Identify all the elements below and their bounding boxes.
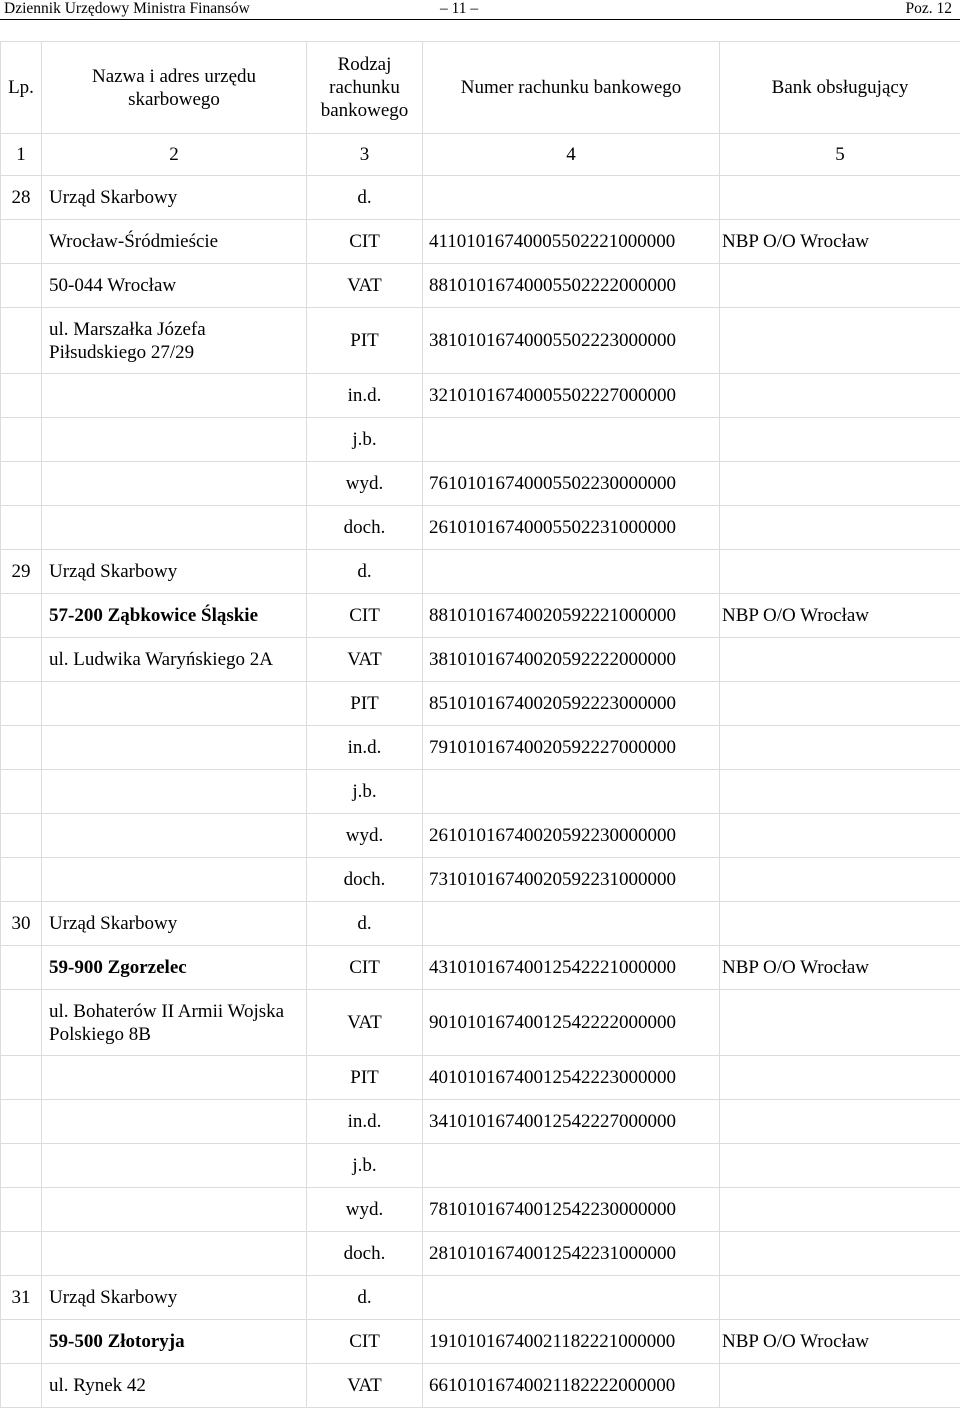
column-header-account: Numer rachunku bankowego — [423, 42, 720, 134]
account-type-cell: d. — [307, 176, 423, 220]
lp-cell — [1, 1056, 42, 1100]
lp-cell — [1, 726, 42, 770]
position-number: Poz. 12 — [906, 0, 953, 18]
bank-cell — [720, 638, 960, 682]
account-number-cell: 41101016740005502221000000 — [423, 220, 720, 264]
bank-cell — [720, 264, 960, 308]
bank-cell — [720, 1056, 960, 1100]
account-type-cell: VAT — [307, 264, 423, 308]
account-type-cell: wyd. — [307, 462, 423, 506]
lp-cell: 29 — [1, 550, 42, 594]
bank-cell — [720, 990, 960, 1056]
account-number-cell — [423, 176, 720, 220]
lp-cell — [1, 308, 42, 374]
table-row — [1, 814, 960, 858]
account-type-cell: j.b. — [307, 418, 423, 462]
lp-cell: 30 — [1, 902, 42, 946]
column-header-lp: Lp. — [1, 42, 42, 134]
column-number: 5 — [720, 134, 960, 176]
table-row — [1, 902, 960, 946]
account-number-cell: 32101016740005502227000000 — [423, 374, 720, 418]
office-address-cell: Wrocław-Śródmieście — [42, 220, 307, 264]
lp-cell — [1, 462, 42, 506]
lp-cell — [1, 858, 42, 902]
account-type-cell: VAT — [307, 990, 423, 1056]
table-row — [1, 374, 960, 418]
lp-cell — [1, 1100, 42, 1144]
account-number-cell — [423, 418, 720, 462]
column-number-row — [1, 134, 960, 176]
account-type-cell: CIT — [307, 594, 423, 638]
lp-cell — [1, 374, 42, 418]
bank-cell — [720, 1364, 960, 1408]
table-row — [1, 1276, 960, 1320]
bank-cell — [720, 770, 960, 814]
account-type-cell: doch. — [307, 858, 423, 902]
bank-cell — [720, 308, 960, 374]
table-row — [1, 594, 960, 638]
account-number-cell: 88101016740020592221000000 — [423, 594, 720, 638]
bank-cell: NBP O/O Wrocław — [720, 946, 960, 990]
office-address-cell — [42, 506, 307, 550]
bank-cell — [720, 418, 960, 462]
account-number-cell: 73101016740020592231000000 — [423, 858, 720, 902]
account-type-cell: PIT — [307, 308, 423, 374]
table-row — [1, 770, 960, 814]
table-row — [1, 638, 960, 682]
account-number-cell: 38101016740005502223000000 — [423, 308, 720, 374]
office-address-cell: 59-500 Złotoryja — [42, 1320, 307, 1364]
table-row — [1, 176, 960, 220]
table-row — [1, 462, 960, 506]
bank-cell — [720, 1100, 960, 1144]
lp-cell: 28 — [1, 176, 42, 220]
account-number-cell: 26101016740005502231000000 — [423, 506, 720, 550]
office-address-cell — [42, 1232, 307, 1276]
bank-cell: NBP O/O Wrocław — [720, 594, 960, 638]
table-row — [1, 1232, 960, 1276]
table-row — [1, 264, 960, 308]
account-number-cell — [423, 902, 720, 946]
bank-cell — [720, 814, 960, 858]
office-address-cell: Urząd Skarbowy — [42, 550, 307, 594]
column-header-name: Nazwa i adres urzędu skarbowego — [42, 42, 307, 134]
table-row — [1, 1320, 960, 1364]
account-type-cell: wyd. — [307, 1188, 423, 1232]
account-number-cell — [423, 550, 720, 594]
lp-cell — [1, 220, 42, 264]
lp-cell — [1, 1232, 42, 1276]
lp-cell: 31 — [1, 1276, 42, 1320]
bank-cell — [720, 858, 960, 902]
lp-cell — [1, 1320, 42, 1364]
bank-cell — [720, 1188, 960, 1232]
lp-cell — [1, 1188, 42, 1232]
table-row — [1, 220, 960, 264]
lp-cell — [1, 594, 42, 638]
table-row — [1, 506, 960, 550]
account-type-cell: d. — [307, 902, 423, 946]
header-rule — [0, 19, 960, 20]
table-row — [1, 946, 960, 990]
bank-cell — [720, 1232, 960, 1276]
account-number-cell: 26101016740020592230000000 — [423, 814, 720, 858]
office-address-cell: 59-900 Zgorzelec — [42, 946, 307, 990]
office-address-cell: Urząd Skarbowy — [42, 902, 307, 946]
account-type-cell: CIT — [307, 220, 423, 264]
office-address-cell — [42, 1188, 307, 1232]
office-address-cell — [42, 682, 307, 726]
table-row — [1, 1144, 960, 1188]
table-header-row — [1, 42, 960, 134]
account-type-cell: PIT — [307, 1056, 423, 1100]
account-number-cell: 34101016740012542227000000 — [423, 1100, 720, 1144]
account-number-cell: 28101016740012542231000000 — [423, 1232, 720, 1276]
column-header-type: Rodzaj rachunku bankowego — [307, 42, 423, 134]
account-number-cell: 19101016740021182221000000 — [423, 1320, 720, 1364]
table-row — [1, 308, 960, 374]
account-type-cell: j.b. — [307, 1144, 423, 1188]
account-number-cell: 43101016740012542221000000 — [423, 946, 720, 990]
account-number-cell: 40101016740012542223000000 — [423, 1056, 720, 1100]
table-row — [1, 858, 960, 902]
office-address-cell — [42, 462, 307, 506]
bank-cell — [720, 1276, 960, 1320]
office-address-cell: 57-200 Ząbkowice Śląskie — [42, 594, 307, 638]
table-row — [1, 1364, 960, 1408]
office-address-cell — [42, 374, 307, 418]
lp-cell — [1, 990, 42, 1056]
table-row — [1, 1188, 960, 1232]
account-type-cell: wyd. — [307, 814, 423, 858]
bank-cell — [720, 550, 960, 594]
account-number-cell: 76101016740005502230000000 — [423, 462, 720, 506]
account-number-cell — [423, 1144, 720, 1188]
office-address-cell — [42, 1056, 307, 1100]
lp-cell — [1, 264, 42, 308]
account-type-cell: in.d. — [307, 726, 423, 770]
table-row — [1, 550, 960, 594]
account-type-cell: CIT — [307, 946, 423, 990]
account-type-cell: d. — [307, 1276, 423, 1320]
lp-cell — [1, 1144, 42, 1188]
office-address-cell — [42, 770, 307, 814]
office-address-cell — [42, 814, 307, 858]
column-number: 4 — [423, 134, 720, 176]
account-number-cell: 79101016740020592227000000 — [423, 726, 720, 770]
office-address-cell — [42, 418, 307, 462]
lp-cell — [1, 814, 42, 858]
office-address-cell: ul. Ludwika Waryńskiego 2A — [42, 638, 307, 682]
bank-cell — [720, 462, 960, 506]
office-address-cell — [42, 726, 307, 770]
column-header-bank: Bank obsługujący — [720, 42, 960, 134]
bank-cell — [720, 374, 960, 418]
account-type-cell: doch. — [307, 1232, 423, 1276]
account-type-cell: j.b. — [307, 770, 423, 814]
page-number: – 11 – — [440, 0, 478, 18]
bank-cell: NBP O/O Wrocław — [720, 220, 960, 264]
lp-cell — [1, 638, 42, 682]
lp-cell — [1, 770, 42, 814]
table-row — [1, 726, 960, 770]
office-address-cell: Urząd Skarbowy — [42, 176, 307, 220]
account-number-cell: 88101016740005502222000000 — [423, 264, 720, 308]
table-row — [1, 990, 960, 1056]
journal-title: Dziennik Urzędowy Ministra Finansów — [4, 0, 250, 18]
account-type-cell: d. — [307, 550, 423, 594]
table-row — [1, 1100, 960, 1144]
lp-cell — [1, 682, 42, 726]
office-address-cell — [42, 1100, 307, 1144]
office-address-cell — [42, 858, 307, 902]
tax-office-accounts-table — [0, 41, 960, 1408]
bank-cell — [720, 726, 960, 770]
office-address-cell: ul. Bohaterów II Armii Wojska Polskiego 8B — [42, 990, 307, 1056]
account-number-cell: 85101016740020592223000000 — [423, 682, 720, 726]
page-header — [0, 0, 960, 22]
bank-cell — [720, 902, 960, 946]
table-row — [1, 682, 960, 726]
table-row — [1, 1056, 960, 1100]
account-number-cell: 66101016740021182222000000 — [423, 1364, 720, 1408]
account-type-cell: doch. — [307, 506, 423, 550]
column-number: 2 — [42, 134, 307, 176]
bank-cell — [720, 1144, 960, 1188]
account-type-cell: VAT — [307, 1364, 423, 1408]
lp-cell — [1, 418, 42, 462]
lp-cell — [1, 946, 42, 990]
account-type-cell: CIT — [307, 1320, 423, 1364]
office-address-cell: 50-044 Wrocław — [42, 264, 307, 308]
account-number-cell: 78101016740012542230000000 — [423, 1188, 720, 1232]
office-address-cell — [42, 1144, 307, 1188]
account-number-cell — [423, 770, 720, 814]
lp-cell — [1, 506, 42, 550]
table-row — [1, 418, 960, 462]
office-address-cell: ul. Rynek 42 — [42, 1364, 307, 1408]
account-number-cell: 90101016740012542222000000 — [423, 990, 720, 1056]
office-address-cell: ul. Marszałka Józefa Piłsudskiego 27/29 — [42, 308, 307, 374]
bank-cell — [720, 176, 960, 220]
column-number: 3 — [307, 134, 423, 176]
account-type-cell: in.d. — [307, 374, 423, 418]
account-number-cell: 38101016740020592222000000 — [423, 638, 720, 682]
lp-cell — [1, 1364, 42, 1408]
account-number-cell — [423, 1276, 720, 1320]
account-type-cell: PIT — [307, 682, 423, 726]
office-address-cell: Urząd Skarbowy — [42, 1276, 307, 1320]
column-number: 1 — [1, 134, 42, 176]
account-type-cell: in.d. — [307, 1100, 423, 1144]
account-type-cell: VAT — [307, 638, 423, 682]
bank-cell — [720, 682, 960, 726]
bank-cell: NBP O/O Wrocław — [720, 1320, 960, 1364]
bank-cell — [720, 506, 960, 550]
